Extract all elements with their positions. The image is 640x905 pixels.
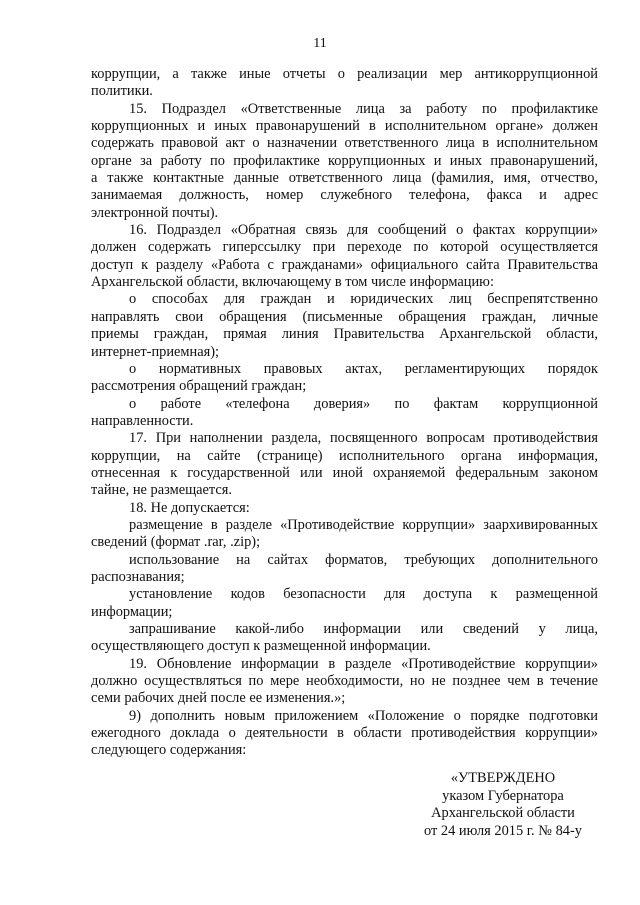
text-line: 18. Не допускается: [129, 499, 250, 516]
text-line: о работе «телефона доверия» по фактам коррупционной [129, 395, 598, 412]
text-line: тайне, не размещается. [91, 482, 233, 499]
text-line: должно осуществляться по мере необходимости, но не позднее чем в течение [91, 673, 598, 690]
approval-line: «УТВЕРЖДЕНО [450, 770, 556, 786]
approval-line: указом Губернатора [442, 787, 564, 804]
text-line: коррупции, на сайте (странице) исполнительного органа информация, [91, 447, 598, 464]
text-line: размещение в разделе «Противодействие коррупции» заархивированных [129, 516, 598, 533]
approval-line: Архангельской области [431, 805, 575, 821]
text-line: о способах для граждан и юридических лиц беспрепятственно [129, 291, 598, 308]
text-line: 17. При наполнении раздела, посвященного вопросам противодействия [129, 430, 598, 447]
text-line: коррупционных и иных правонарушений в исполнительном органе» должен [91, 118, 598, 135]
text-line: рассмотрения обращений граждан; [91, 378, 307, 395]
text-line: распознавания; [91, 568, 185, 585]
text-line: установление кодов безопасности для доступа к размещенной [129, 586, 598, 603]
text-line: а также контактные данные ответственного лица (фамилия, имя, отчество, [91, 170, 598, 187]
document-body [91, 66, 598, 760]
text-line: о нормативных правовых актах, регламентирующих порядок [129, 360, 598, 377]
text-line: использование на сайтах форматов, требующих дополнительного [129, 551, 598, 568]
text-line: ежегодного доклада о деятельности в области противодействия коррупции» [91, 725, 598, 742]
text-line: направлять свои обращения (письменные обращения граждан, личные [91, 308, 598, 325]
approval-line: от 24 июля 2015 г. № 84-у [424, 822, 582, 839]
text-line: 19. Обновление информации в разделе «Противодействие коррупции» [129, 655, 598, 672]
text-line: семи рабочих дней после ее изменения.»; [91, 690, 346, 707]
text-line: 9) дополнить новым приложением «Положение о порядке подготовки [129, 707, 598, 724]
text-line: политики. [91, 83, 153, 100]
text-line: доступ к разделу «Работа с гражданами» официального сайта Правительства [91, 256, 598, 273]
text-line: направленности. [91, 412, 194, 429]
text-line: коррупции, а также иные отчеты о реализации мер антикоррупционной [91, 66, 598, 82]
text-line: 15. Подраздел «Ответственные лица за работу по профилактике [129, 100, 598, 117]
text-line: интернет-приемная); [91, 343, 220, 360]
text-line: запрашивание какой-либо информации или сведений у лица, [129, 621, 598, 637]
text-line: электронной почты). [91, 204, 219, 221]
text-line: информации; [91, 603, 173, 620]
text-line: содержать правовой акт о назначении ответственного лица в исполнительном [91, 135, 598, 152]
text-line: 16. Подраздел «Обратная связь для сообщений о фактах коррупции» [129, 222, 598, 239]
text-line: следующего содержания: [91, 742, 247, 759]
text-line: Архангельской области, включающему в том числе информацию: [91, 274, 494, 291]
text-line: органе за работу по профилактике коррупционных и иных правонарушений, [91, 152, 598, 169]
approval-stamp-block [393, 770, 613, 840]
text-line: сведений (формат .rar, .zip); [91, 534, 261, 551]
text-line: приемы граждан, прямая линия Правительства Архангельской области, [91, 326, 598, 343]
text-line: осуществляющего доступ к размещенной информации. [91, 638, 431, 655]
text-line: отнесенная к государственной или иной охраняемой федеральным законом [91, 464, 598, 481]
text-line: занимаемая должность, номер служебного телефона, факса и адрес [91, 187, 598, 204]
text-line: должен содержать гиперссылку при переходе по которой осуществляется [91, 239, 598, 256]
page-number: 11 [313, 36, 327, 51]
